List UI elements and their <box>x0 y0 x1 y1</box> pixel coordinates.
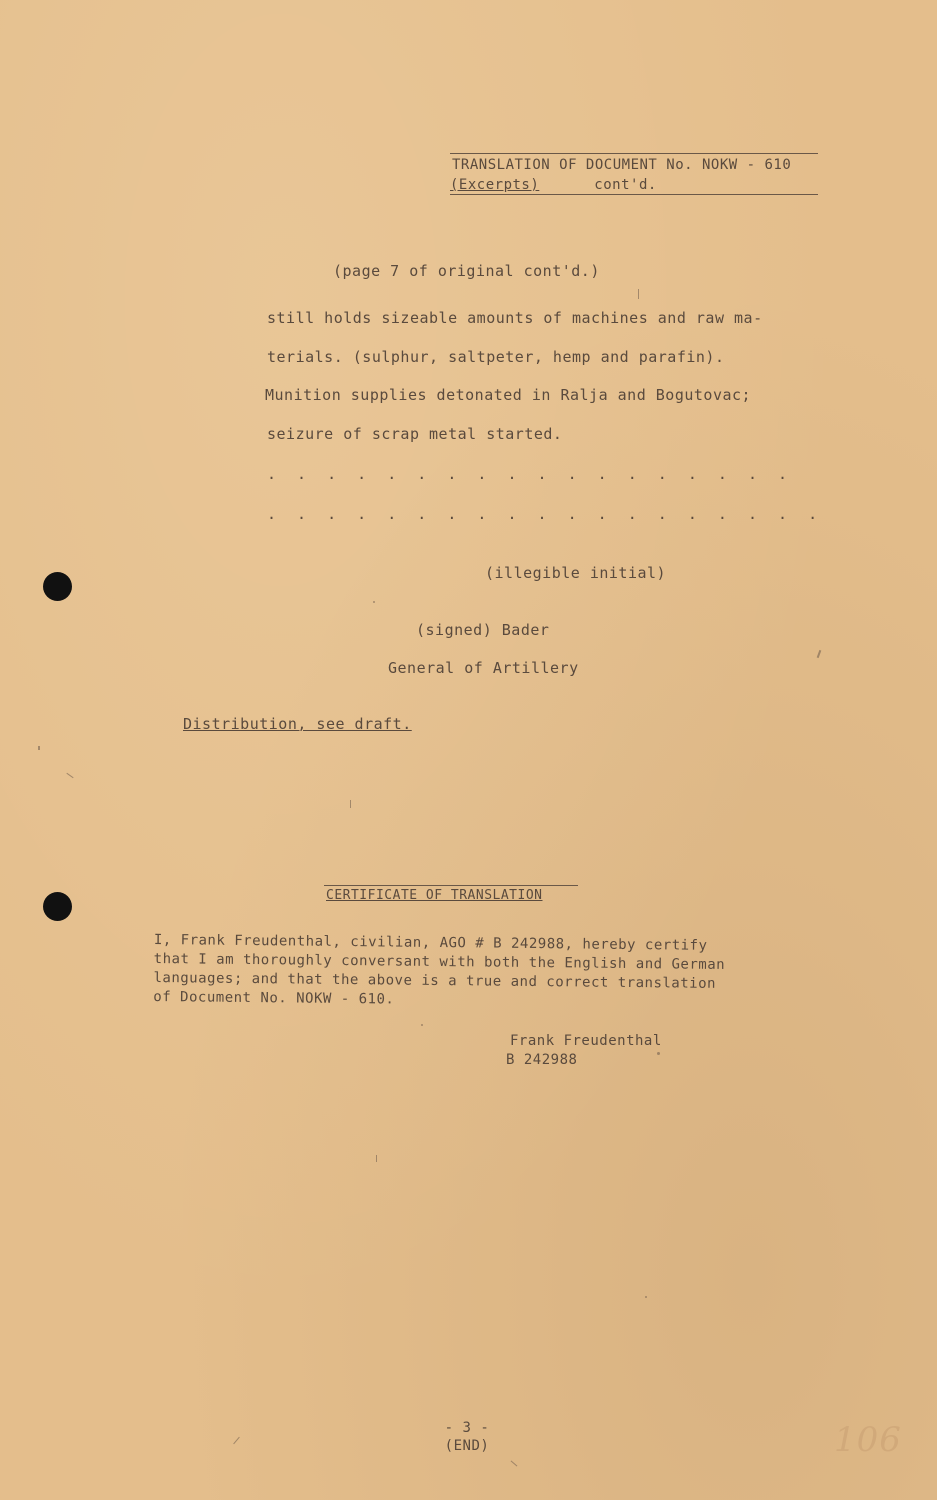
certificate-line: that I am thoroughly conversant with both the English and German <box>153 950 726 973</box>
certificate-line: I, Frank Freudenthal, civilian, AGO # B 242988, hereby certify <box>153 931 708 954</box>
paper-mark <box>38 746 40 750</box>
paper-mark <box>638 289 639 299</box>
paper-mark <box>511 1461 518 1467</box>
translator-name: Frank Freudenthal <box>510 1033 662 1049</box>
certificate-text <box>153 931 725 1013</box>
paper-mark <box>657 1052 660 1055</box>
certificate-rule <box>324 885 578 886</box>
paper-mark <box>350 800 351 808</box>
signer-rank: General of Artillery <box>388 659 579 677</box>
certificate-title: CERTIFICATE OF TRANSLATION <box>326 888 543 903</box>
handwritten-page-mark: 106 <box>834 1420 902 1460</box>
paper-mark <box>421 1024 423 1026</box>
paper-mark <box>66 773 73 778</box>
omission-dots: . . . . . . . . . . . . . . . . . . <box>267 465 794 483</box>
excerpts-label: (Excerpts) <box>450 177 540 193</box>
body-line: terials. (sulphur, saltpeter, hemp and parafin). <box>267 348 725 366</box>
document-header-subtitle <box>450 177 657 193</box>
contd-label: cont'd. <box>594 177 657 193</box>
paper-mark <box>376 1155 377 1162</box>
paper-mark <box>645 1296 647 1298</box>
body-line: seizure of scrap metal started. <box>267 425 563 443</box>
signature-line: (signed) Bader <box>416 621 550 639</box>
paper-mark <box>817 650 822 658</box>
illegible-initial: (illegible initial) <box>485 564 667 582</box>
distribution-note: Distribution, see draft. <box>183 715 412 733</box>
header-rule <box>450 194 818 195</box>
omission-dots: . . . . . . . . . . . . . . . . . . . <box>267 505 824 523</box>
certificate-line: of Document No. NOKW - 610. <box>153 988 395 1008</box>
page-number: - 3 - <box>444 1420 490 1436</box>
body-line: Munition supplies detonated in Ralja and Bogutovac; <box>265 386 752 404</box>
punch-hole <box>43 892 72 921</box>
end-mark: (END) <box>444 1438 490 1454</box>
header-rule <box>450 153 818 154</box>
body-line: still holds sizeable amounts of machines and raw ma- <box>267 309 763 327</box>
page-note: (page 7 of original cont'd.) <box>333 262 600 280</box>
document-header-title: TRANSLATION OF DOCUMENT No. NOKW - 610 <box>452 157 792 173</box>
translator-serial: B 242988 <box>506 1052 578 1068</box>
certificate-line: languages; and that the above is a true and correct translation <box>153 969 717 992</box>
paper-mark <box>373 601 375 603</box>
punch-hole <box>43 572 72 601</box>
paper-mark <box>233 1437 240 1445</box>
